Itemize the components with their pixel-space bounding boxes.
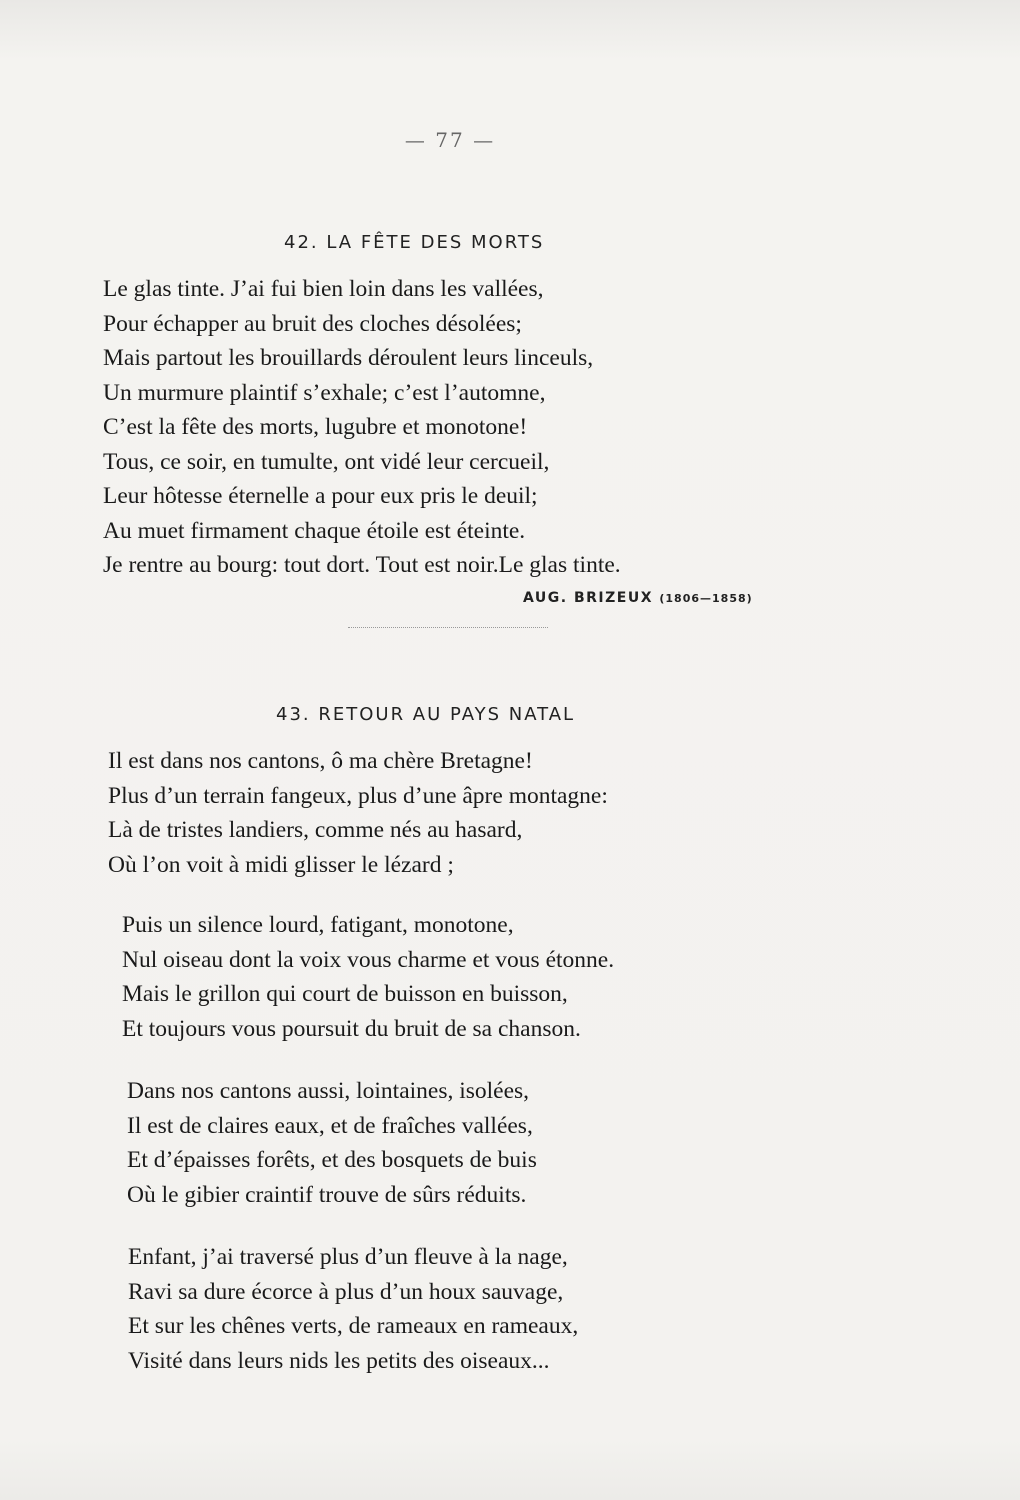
poem-line: Et toujours vous poursuit du bruit de sa chanson. — [122, 1015, 581, 1042]
stanza — [128, 1240, 578, 1378]
poem-line: Mais partout les brouillards déroulent leurs linceuls, — [103, 345, 594, 371]
poem-line: Où le gibier craintif trouve de sûrs réduits. — [127, 1181, 527, 1208]
poem-title: 42. LA FÊTE DES MORTS — [284, 232, 545, 253]
poem-line: C’est la fête des morts, lugubre et monotone! — [103, 414, 528, 440]
stanza — [127, 1074, 537, 1212]
poem-line: Le glas tinte. J’ai fui bien loin dans les vallées, — [103, 276, 544, 302]
page-number: — 77 — — [404, 128, 496, 152]
poem-line: Pour échapper au bruit des cloches désolées; — [103, 310, 522, 337]
poem-line: Enfant, j’ai traversé plus d’un fleuve à la nage, — [128, 1244, 568, 1270]
poem-body — [103, 272, 621, 583]
author-name: AUG. BRIZEUX — [523, 590, 653, 606]
stanza — [122, 908, 614, 1046]
section-divider — [348, 627, 548, 628]
poem-line: Il est dans nos cantons, ô ma chère Bretagne! — [108, 748, 533, 774]
poem-line: Mais le grillon qui court de buisson en buisson, — [122, 981, 568, 1007]
poem-title: 43. RETOUR AU PAYS NATAL — [276, 704, 576, 725]
poem-line: Et sur les chênes verts, de rameaux en rameaux, — [128, 1313, 579, 1339]
poem-line: Et d’épaisses forêts, et des bosquets de buis — [127, 1147, 537, 1173]
poem-line: Un murmure plaintif s’exhale; c’est l’automne, — [103, 379, 546, 406]
poem-line: Leur hôtesse éternelle a pour eux pris le deuil; — [103, 483, 538, 509]
author-dates: (1806—1858) — [659, 592, 753, 605]
poem-line: Il est de claires eaux, et de fraîches vallées, — [127, 1112, 533, 1139]
poem-line: Nul oiseau dont la voix vous charme et vous étonne. — [122, 946, 615, 973]
poem-line: Tous, ce soir, en tumulte, ont vidé leur cercueil, — [103, 448, 550, 475]
poem-line: Je rentre au bourg: tout dort. Tout est noir.Le glas tinte. — [103, 552, 621, 578]
poem-author — [523, 590, 753, 606]
poem-line: Où l’on voit à midi glisser le lézard ; — [108, 851, 454, 878]
poem-line: Là de tristes landiers, comme nés au hasard, — [108, 817, 523, 843]
poem-line: Dans nos cantons aussi, lointaines, isolées, — [127, 1078, 530, 1104]
stanza — [108, 744, 608, 882]
poem-line: Plus d’un terrain fangeux, plus d’une âpre montagne: — [108, 782, 608, 809]
poem-line: Ravi sa dure écorce à plus d’un houx sauvage, — [128, 1278, 564, 1305]
poem-line: Visité dans leurs nids les petits des oiseaux... — [128, 1347, 550, 1374]
poem-line: Puis un silence lourd, fatigant, monotone, — [122, 912, 514, 938]
poem-line: Au muet firmament chaque étoile est éteinte. — [103, 517, 526, 544]
